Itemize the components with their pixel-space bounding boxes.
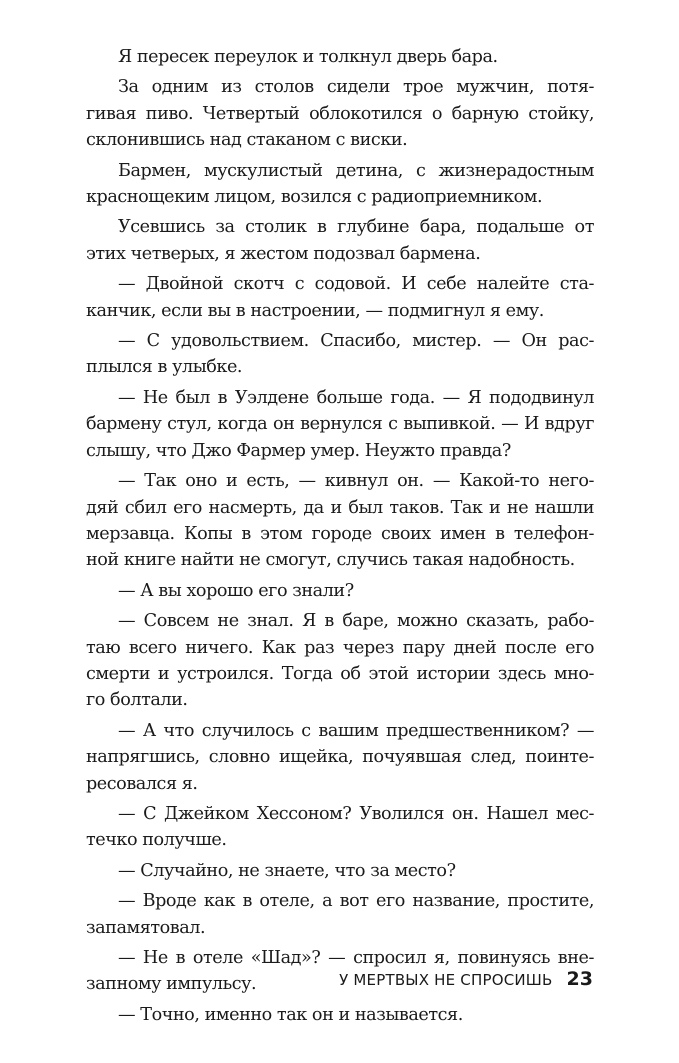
text-line: бармену стул, когда он вернулся с выпивкой. — И вдруг bbox=[86, 414, 594, 435]
paragraph bbox=[86, 801, 594, 854]
text-line: — Случайно, не знаете, что за место? bbox=[118, 860, 456, 881]
text-line: — Не был в Уэлдене больше года. — Я пододвинул bbox=[118, 387, 594, 408]
text-line: — Вроде как в отеле, а вот его название, простите, bbox=[118, 891, 594, 912]
text-line: дяй сбил его насмерть, да и был таков. Так и не нашли bbox=[86, 497, 594, 518]
page-number: 23 bbox=[566, 968, 593, 990]
text-line: таю всего ничего. Как раз через пару дней после его bbox=[86, 637, 594, 658]
text-line: слышу, что Джо Фармер умер. Неужто правда? bbox=[86, 440, 511, 461]
running-title: У МЕРТВЫХ НЕ СПРОСИШЬ bbox=[339, 971, 553, 989]
body-text bbox=[86, 44, 594, 1032]
paragraph bbox=[86, 214, 594, 267]
text-line: — Не в отеле «Шад»? — спросил я, повинуясь вне- bbox=[118, 948, 594, 968]
text-line: запамятовал. bbox=[86, 917, 206, 938]
text-line: склонившись над стаканом с виски. bbox=[86, 130, 408, 151]
page-footer bbox=[339, 968, 593, 990]
paragraph bbox=[86, 328, 594, 381]
paragraph bbox=[86, 271, 594, 324]
text-line: мерзавца. Копы в этом городе своих имен в телефон- bbox=[86, 523, 594, 544]
text-line: Я пересек переулок и толкнул дверь бара. bbox=[118, 47, 498, 67]
text-line: — С Джейком Хессоном? Уволился он. Нашел мес- bbox=[118, 803, 594, 824]
text-line: Усевшись за столик в глубине бара, подальше от bbox=[118, 217, 594, 238]
text-line: За одним из столов сидели трое мужчин, потя- bbox=[118, 77, 594, 98]
text-line: этих четверых, я жестом подозвал бармена. bbox=[86, 243, 481, 264]
text-line: краснощеким лицом, возился с радиоприемником. bbox=[86, 187, 543, 208]
text-line: — Двойной скотч с содовой. И себе налейте ста- bbox=[118, 274, 594, 295]
text-line: ной книге найти не смогут, случись такая надобность. bbox=[86, 550, 575, 571]
paragraph bbox=[86, 608, 594, 714]
text-line: течко получше. bbox=[86, 830, 227, 851]
text-line: смерти и устроился. Тогда об этой истории здесь мно- bbox=[86, 663, 594, 684]
paragraph bbox=[86, 718, 594, 797]
paragraph bbox=[86, 74, 594, 153]
paragraph bbox=[86, 44, 594, 70]
text-line: — А вы хорошо его знали? bbox=[118, 580, 354, 601]
text-line: — Совсем не знал. Я в баре, можно сказать, рабо- bbox=[118, 611, 594, 632]
text-line: го болтали. bbox=[86, 690, 188, 711]
text-line: напрягшись, словно ищейка, почуявшая след, поинте- bbox=[86, 747, 594, 768]
paragraph bbox=[86, 578, 594, 604]
paragraph bbox=[86, 468, 594, 574]
paragraph bbox=[86, 158, 594, 211]
text-line: Бармен, мускулистый детина, с жизнерадостным bbox=[118, 160, 594, 181]
text-line: канчик, если вы в настроении, — подмигнул я ему. bbox=[86, 300, 544, 321]
text-line: — С удовольствием. Спасибо, мистер. — Он рас- bbox=[118, 331, 594, 352]
text-line: — Так оно и есть, — кивнул он. — Какой-то него- bbox=[118, 471, 594, 492]
text-line: гивая пиво. Четвертый облокотился о барную стойку, bbox=[86, 103, 594, 124]
text-line: — А что случилось с вашим предшественником? — bbox=[118, 720, 594, 741]
text-line: плылся в улыбке. bbox=[86, 357, 243, 378]
text-line: запному импульсу. bbox=[86, 974, 257, 995]
text-line: — Точно, именно так он и называется. bbox=[118, 1004, 463, 1025]
text-line: ресовался я. bbox=[86, 773, 198, 794]
paragraph bbox=[86, 1002, 594, 1028]
paragraph bbox=[86, 888, 594, 941]
paragraph bbox=[86, 858, 594, 884]
paragraph bbox=[86, 385, 594, 464]
